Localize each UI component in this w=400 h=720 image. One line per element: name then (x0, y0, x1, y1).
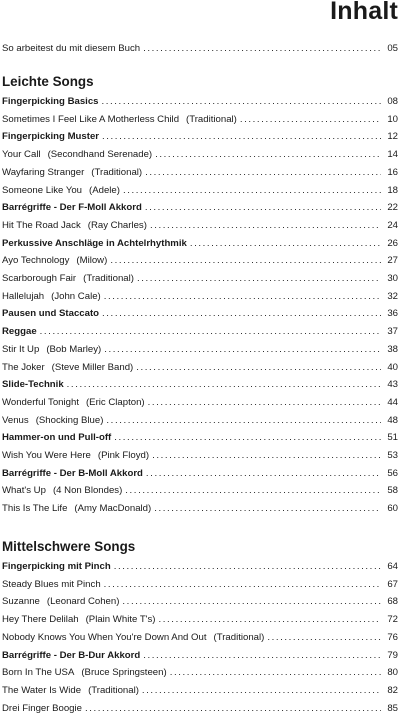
toc-entry (2, 359, 398, 376)
toc-entry-page-number: 44 (387, 397, 398, 408)
toc-entry-title: Barrégriffe - Der B-Moll Akkord (2, 468, 143, 479)
toc-entry (2, 429, 398, 446)
toc-entry-page-number: 12 (387, 131, 398, 142)
toc-entry (2, 270, 398, 287)
toc-entry-page-number: 48 (387, 415, 398, 426)
toc-entry-title: Fingerpicking mit Pinch (2, 561, 111, 572)
dot-leader (122, 593, 381, 610)
dot-leader (148, 394, 381, 411)
toc-entry-page-number: 32 (387, 291, 398, 302)
section-heading: Mittelschwere Songs (2, 539, 136, 554)
toc-entry-title: Perkussive Anschläge in Achtelrhythmik (2, 238, 187, 249)
dot-leader (145, 199, 381, 216)
toc-entry-page-number: 60 (387, 503, 398, 514)
toc-entry-page-number: 18 (387, 185, 398, 196)
toc-entry-page-number: 67 (387, 579, 398, 590)
toc-entry-title: Hallelujah (2, 291, 45, 302)
toc-entry-page-number: 37 (387, 326, 398, 337)
toc-entry-artist: (Shocking Blue) (35, 415, 104, 426)
toc-entry (2, 199, 398, 216)
toc-entry-artist: (Milow) (76, 255, 108, 266)
toc-entry-title: Scarborough Fair (2, 273, 77, 284)
toc-entry-artist: (Secondhand Serenade) (47, 149, 153, 160)
toc-entry (2, 700, 398, 717)
dot-leader (85, 700, 381, 717)
toc-entry (2, 593, 398, 610)
toc-entry-page-number: 36 (387, 308, 398, 319)
toc-entry (2, 500, 398, 517)
dot-leader (137, 270, 381, 287)
dot-leader (152, 447, 381, 464)
toc-entry-page-number: 40 (387, 362, 398, 373)
toc-entry-artist: (Traditional) (83, 273, 134, 284)
dot-leader (125, 482, 381, 499)
dot-leader (114, 429, 381, 446)
toc-entry (2, 164, 398, 181)
dot-leader (102, 305, 381, 322)
toc-entry-title: What's Up (2, 485, 46, 496)
dot-leader (123, 182, 381, 199)
toc-entry-page-number: 16 (387, 167, 398, 178)
dot-leader (136, 359, 381, 376)
dot-leader (146, 465, 381, 482)
dot-leader (143, 40, 381, 57)
toc-entry-title: Pausen und Staccato (2, 308, 100, 319)
toc-entry (2, 217, 398, 234)
dot-leader (40, 323, 381, 340)
toc-entry-page-number: 10 (387, 114, 398, 125)
toc-entry (2, 111, 398, 128)
toc-entry-artist: (Amy MacDonald) (74, 503, 152, 514)
toc-entry-title: Hit The Road Jack (2, 220, 81, 231)
dot-leader (104, 576, 381, 593)
toc-entry-page-number: 51 (387, 432, 398, 443)
toc-entry-title: The Water Is Wide (2, 685, 82, 696)
toc-entry-page-number: 22 (387, 202, 398, 213)
toc-entry-artist: (Traditional) (91, 167, 143, 178)
toc-entry-title: Suzanne (2, 596, 40, 607)
dot-leader (104, 341, 381, 358)
toc-entry-title: Hey There Delilah (2, 614, 79, 625)
toc-entry-page-number: 08 (387, 96, 398, 107)
toc-entry (2, 394, 398, 411)
toc-entry-title: This Is The Life (2, 503, 68, 514)
dot-leader (102, 93, 382, 110)
dot-leader (145, 164, 381, 181)
toc-entry (2, 305, 398, 322)
toc-entry-page-number: 30 (387, 273, 398, 284)
toc-entry (2, 412, 398, 429)
toc-entry-artist: (Bob Marley) (46, 344, 102, 355)
toc-entry-page-number: 80 (387, 667, 398, 678)
toc-entry-page-number: 72 (387, 614, 398, 625)
toc-entry-artist: (Bruce Springsteen) (81, 667, 167, 678)
dot-leader (159, 611, 381, 628)
toc-entry-title: Barrégriffe - Der F-Moll Akkord (2, 202, 142, 213)
toc-entry-page-number: 68 (387, 596, 398, 607)
toc-entry-page-number: 53 (387, 450, 398, 461)
toc-entry-title: Born In The USA (2, 667, 75, 678)
toc-entry-title: Ayo Technology (2, 255, 70, 266)
toc-entry-title: Drei Finger Boogie (2, 703, 82, 714)
toc-entry-artist: (Traditional) (88, 685, 139, 696)
toc-entry-title: Stir It Up (2, 344, 40, 355)
toc-entry-title: Someone Like You (2, 185, 83, 196)
toc-entry (2, 235, 398, 252)
toc-entry-page-number: 26 (387, 238, 398, 249)
toc-entry-title: Reggae (2, 326, 37, 337)
toc-entry-page-number: 64 (387, 561, 398, 572)
toc-entry-page-number: 05 (387, 43, 398, 54)
toc-entry-title: Wayfaring Stranger (2, 167, 85, 178)
dot-leader (143, 647, 381, 664)
toc-entry-page-number: 56 (387, 468, 398, 479)
toc-entry-title: Wonderful Tonight (2, 397, 79, 408)
toc-entry (2, 629, 398, 646)
toc-entry (2, 376, 398, 393)
dot-leader (104, 288, 381, 305)
toc-entry-page-number: 27 (387, 255, 398, 266)
section-heading: Leichte Songs (2, 74, 94, 89)
toc-entry-page-number: 38 (387, 344, 398, 355)
toc-entry-title: Fingerpicking Muster (2, 131, 100, 142)
toc-entry-artist: (Ray Charles) (87, 220, 147, 231)
toc-entry-title: Venus (2, 415, 29, 426)
toc-entry (2, 323, 398, 340)
dot-leader (110, 252, 381, 269)
toc-entry (2, 93, 398, 110)
dot-leader (240, 111, 381, 128)
dot-leader (150, 217, 381, 234)
toc-entry-artist: (Adele) (89, 185, 120, 196)
toc-entry-title: Barrégriffe - Der B-Dur Akkord (2, 650, 141, 661)
dot-leader (155, 146, 381, 163)
dot-leader (102, 128, 381, 145)
toc-entry (2, 682, 398, 699)
toc-entry (2, 611, 398, 628)
toc-entry (2, 341, 398, 358)
toc-entry-title: Hammer-on und Pull-off (2, 432, 112, 443)
toc-entry (2, 558, 398, 575)
toc-entry (2, 482, 398, 499)
toc-entry (2, 128, 398, 145)
toc-entry-artist: (Traditional) (186, 114, 237, 125)
toc-entry-title: Steady Blues mit Pinch (2, 579, 101, 590)
toc-entry-title: Fingerpicking Basics (2, 96, 99, 107)
toc-entry-title: The Joker (2, 362, 45, 373)
toc-entry (2, 664, 398, 681)
toc-entry-artist: (John Cale) (51, 291, 101, 302)
toc-entry-artist: (Pink Floyd) (97, 450, 150, 461)
dot-leader (67, 376, 381, 393)
dot-leader (114, 558, 381, 575)
dot-leader (267, 629, 381, 646)
toc-entry-page-number: 79 (387, 650, 398, 661)
toc-entry-page-number: 43 (387, 379, 398, 390)
page-title: Inhalt (330, 0, 398, 25)
toc-entry-page-number: 85 (387, 703, 398, 714)
dot-leader (170, 664, 381, 681)
toc-entry-title: So arbeitest du mit diesem Buch (2, 43, 141, 54)
dot-leader (190, 235, 381, 252)
toc-entry-artist: (Leonard Cohen) (46, 596, 120, 607)
toc-entry-artist: (Eric Clapton) (85, 397, 145, 408)
toc-entry-page-number: 76 (387, 632, 398, 643)
toc-entry-title: Sometimes I Feel Like A Motherless Child (2, 114, 180, 125)
toc-entry (2, 447, 398, 464)
toc-entry-page-number: 24 (387, 220, 398, 231)
toc-entry-title: Wish You Were Here (2, 450, 91, 461)
toc-entry-page-number: 14 (387, 149, 398, 160)
toc-entry (2, 182, 398, 199)
dot-leader (142, 682, 381, 699)
toc-entry-page-number: 58 (387, 485, 398, 496)
toc-entry-artist: (Traditional) (213, 632, 265, 643)
dot-leader (106, 412, 381, 429)
toc-entry (2, 146, 398, 163)
toc-entry-artist: (Plain White T's) (85, 614, 156, 625)
toc-entry (2, 576, 398, 593)
toc-entry (2, 465, 398, 482)
toc-entry-title: Slide-Technik (2, 379, 64, 390)
toc-entry-title: Your Call (2, 149, 41, 160)
toc-entry (2, 40, 398, 57)
toc-entry (2, 647, 398, 664)
toc-entry-title: Nobody Knows You When You're Down And Out (2, 632, 207, 643)
toc-entry-page-number: 82 (387, 685, 398, 696)
toc-entry-artist: (Steve Miller Band) (51, 362, 134, 373)
dot-leader (154, 500, 381, 517)
toc-entry (2, 252, 398, 269)
toc-entry-artist: (4 Non Blondes) (52, 485, 123, 496)
toc-entry (2, 288, 398, 305)
